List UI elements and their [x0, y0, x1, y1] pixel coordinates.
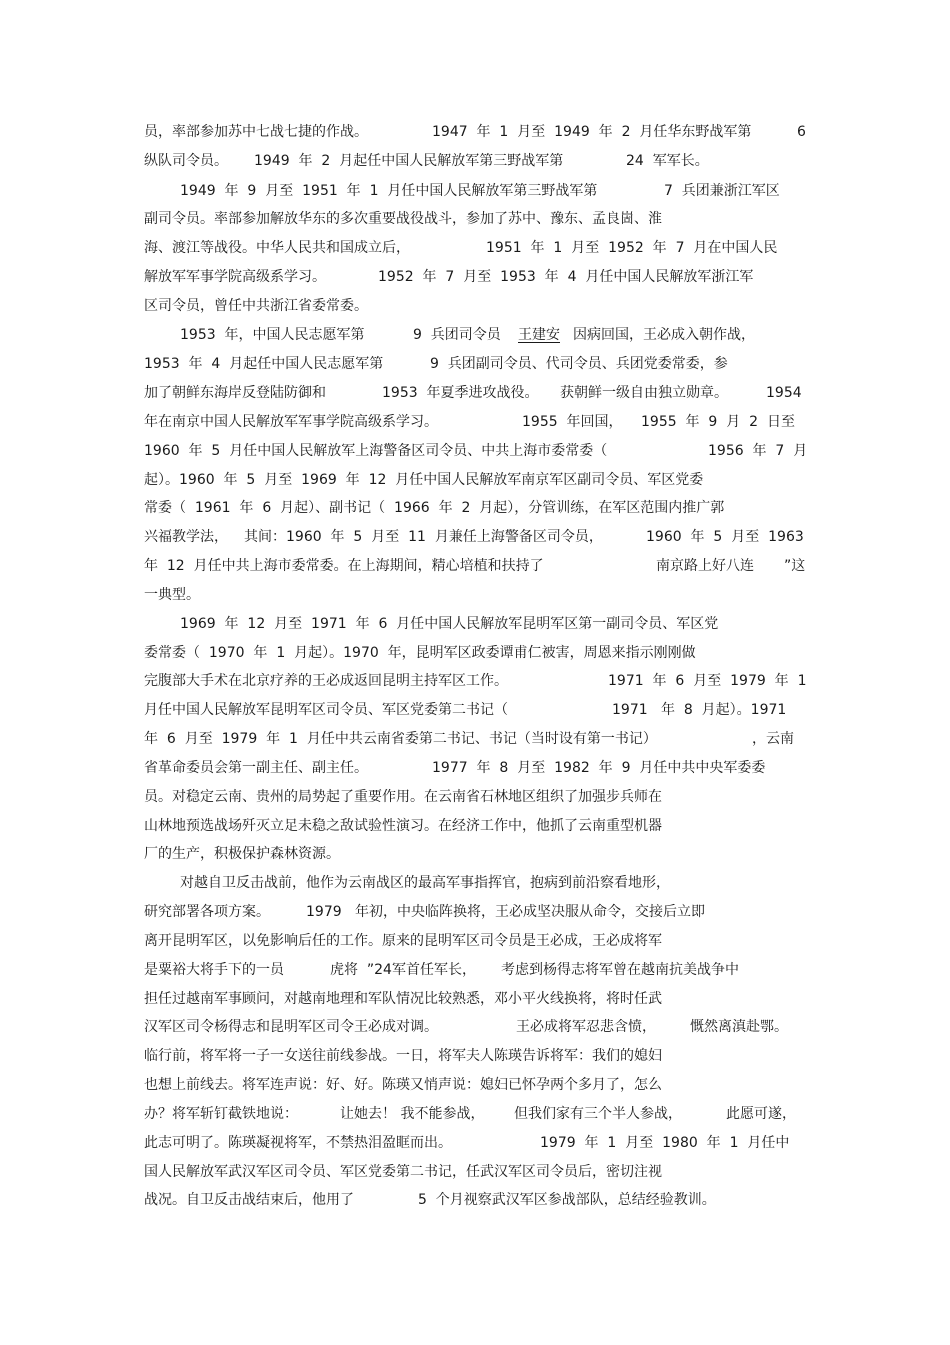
- text-segment: ，云南: [752, 731, 794, 747]
- text-segment: 担任过越南军事顾问，对越南地理和军队情况比较熟悉，邓小平火线换将，将时任武: [144, 991, 662, 1007]
- text-segment: 1979 年初，中央临阵换将，王必成坚决服从命令，交接后立即: [306, 904, 705, 920]
- text-line: [0, 237, 950, 259]
- text-segment: 员。对稳定云南、贵州的局势起了重要作用。在云南省石林地区组织了加强步兵师在: [144, 789, 662, 805]
- text-segment: 此志可明了。陈瑛凝视将军，不禁热泪盈眶而出。: [144, 1135, 452, 1151]
- text-segment: 1971 年 8 月起）。1971: [612, 702, 787, 718]
- text-segment: 1955 年 9 月 2 日至: [641, 414, 795, 430]
- text-segment: 离开昆明军区，以免影响后任的工作。原来的昆明军区司令员是王必成，王必成将军: [144, 933, 662, 949]
- text-line: [0, 757, 950, 779]
- text-segment: 1969 年 12 月至 1971 年 6 月任中国人民解放军昆明军区第一副司令员、军区党: [180, 616, 719, 632]
- text-line: [0, 208, 950, 230]
- text-line: [0, 815, 950, 837]
- text-line: [0, 324, 950, 346]
- text-segment: 24 军军长。: [626, 153, 709, 169]
- text-line: [0, 295, 950, 317]
- text-segment: 兴福教学法，: [144, 529, 228, 545]
- text-segment: 是粟裕大将手下的一员: [144, 962, 284, 978]
- text-line: [0, 440, 950, 462]
- text-line: [0, 699, 950, 721]
- text-line: [0, 959, 950, 981]
- text-segment: 1951 年 1 月至 1952 年 7 月在中国人民: [486, 240, 778, 256]
- text-segment: 加了朝鲜东海岸反登陆防御和: [144, 385, 326, 401]
- text-line: [0, 469, 950, 491]
- text-line: [0, 1189, 950, 1211]
- text-segment: 1979 年 1 月至 1980 年 1 月任中: [540, 1135, 790, 1151]
- text-segment: 9 兵团司令员: [413, 327, 501, 343]
- text-line: [0, 786, 950, 808]
- text-segment: 厂的生产，积极保护森林资源。: [144, 846, 340, 862]
- text-line: [0, 555, 950, 577]
- text-segment: 南京路上好八连: [656, 558, 754, 574]
- text-segment: 办？将军斩钉截铁地说：: [144, 1106, 298, 1122]
- text-line: [0, 411, 950, 433]
- text-line: [0, 872, 950, 894]
- text-line: [0, 642, 950, 664]
- text-segment: 员，率部参加苏中七战七捷的作战。: [144, 124, 368, 140]
- text-segment: 1960 年 5 月至 1963: [646, 529, 804, 545]
- text-segment: 年在南京中国人民解放军军事学院高级系学习。: [144, 414, 438, 430]
- text-segment: 完腹部大手术在北京疗养的王必成返回昆明主持军区工作。: [144, 673, 508, 689]
- text-line: [0, 988, 950, 1010]
- text-segment: 解放军军事学院高级系学习。: [144, 269, 326, 285]
- text-segment: 1956 年 7 月: [708, 443, 808, 459]
- text-segment: 1953 年 4 月起任中国人民志愿军第: [144, 356, 384, 372]
- text-line: [0, 266, 950, 288]
- text-line: [0, 1103, 950, 1125]
- text-segment: 对越自卫反击战前，他作为云南战区的最高军事指挥官，抱病到前沿察看地形，: [180, 875, 670, 891]
- text-segment: 临行前，将军将一子一女送往前线参战。一日，将军夫人陈瑛告诉将军：我们的媳妇: [144, 1048, 662, 1064]
- text-segment: 1952 年 7 月至 1953 年 4 月任中国人民解放军浙江军: [378, 269, 754, 285]
- text-line: [0, 1045, 950, 1067]
- text-line: [0, 150, 950, 172]
- text-line: [0, 728, 950, 750]
- text-segment: 王必成将军忍悲含愤，: [516, 1019, 656, 1035]
- text-segment: 因病回国，王必成入朝作战，: [573, 327, 755, 343]
- text-segment: 5 个月视察武汉军区参战部队，总结经验教训。: [418, 1192, 716, 1208]
- text-line: [0, 497, 950, 519]
- text-segment: 汉军区司令杨得志和昆明军区司令王必成对调。: [144, 1019, 438, 1035]
- underlined-name: 王建安: [518, 327, 560, 343]
- text-segment: 海、渡江等战役。中华人民共和国成立后，: [144, 240, 410, 256]
- text-segment: 1960 年 5 月任中国人民解放军上海警备区司令员、中共上海市委常委（: [144, 443, 608, 459]
- text-line: [0, 382, 950, 404]
- text-segment: 1949 年 9 月至 1951 年 1 月任中国人民解放军第三野战军第: [180, 183, 598, 199]
- text-segment: 山林地预选战场歼灭立足未稳之敌试验性演习。在经济工作中，他抓了云南重型机器: [144, 818, 662, 834]
- text-segment: 委常委（ 1970 年 1 月起）。1970 年，昆明军区政委谭甫仁被害，周恩来指示刚刚做: [144, 645, 696, 661]
- text-segment: ”这: [784, 558, 806, 574]
- text-segment: 国人民解放军武汉军区司令员、军区党委第二书记，任武汉军区司令员后，密切注视: [144, 1164, 662, 1180]
- text-segment: 起）。1960 年 5 月至 1969 年 12 月任中国人民解放军南京军区副司令员、军区党委: [144, 472, 704, 488]
- text-line: [0, 930, 950, 952]
- text-segment: 慨然离滇赴鄂。: [690, 1019, 788, 1035]
- text-segment: 年 12 月任中共上海市委常委。在上海期间，精心培植和扶持了: [144, 558, 544, 574]
- text-segment: 让她去！ 我不能参战，: [340, 1106, 485, 1122]
- text-line: [0, 121, 950, 143]
- text-line: [0, 584, 950, 606]
- text-segment: 也想上前线去。将军连声说：好、好。陈瑛又悄声说：媳妇已怀孕两个多月了，怎么: [144, 1077, 662, 1093]
- text-segment: 1953 年夏季进攻战役。: [382, 385, 539, 401]
- text-segment: 考虑到杨得志将军曾在越南抗美战争中: [501, 962, 739, 978]
- text-segment: 省革命委员会第一副主任、副主任。: [144, 760, 368, 776]
- text-segment: 但我们家有三个半人参战，: [514, 1106, 682, 1122]
- text-segment: 月任中国人民解放军昆明军区司令员、军区党委第二书记（: [144, 702, 508, 718]
- text-line: [0, 843, 950, 865]
- text-segment: 7 兵团兼浙江军区: [664, 183, 780, 199]
- text-line: [0, 901, 950, 923]
- text-segment: 副司令员。率部参加解放华东的多次重要战役战斗，参加了苏中、豫东、孟良崮、淮: [144, 211, 662, 227]
- text-segment: 纵队司令员。: [144, 153, 228, 169]
- text-line: [0, 353, 950, 375]
- text-line: [0, 613, 950, 635]
- text-segment: 1949 年 2 月起任中国人民解放军第三野战军第: [254, 153, 564, 169]
- text-segment: 其间：1960 年 5 月至 11 月兼任上海警备区司令员，: [244, 529, 603, 545]
- text-segment: 1955 年回国，: [522, 414, 623, 430]
- text-segment: 虎将 ”24军首任军长，: [330, 962, 476, 978]
- text-line: [0, 1132, 950, 1154]
- text-segment: 此愿可遂，: [726, 1106, 796, 1122]
- text-segment: 获朝鲜一级自由独立勋章。: [560, 385, 728, 401]
- text-segment: 1953 年，中国人民志愿军第: [180, 327, 365, 343]
- text-line: [0, 670, 950, 692]
- text-line: [0, 1016, 950, 1038]
- text-line: [0, 526, 950, 548]
- text-segment: 一典型。: [144, 587, 200, 603]
- text-segment: 研究部署各项方案。: [144, 904, 270, 920]
- text-segment: 常委（ 1961 年 6 月起）、副书记（ 1966 年 2 月起），分管训练，在军区范围内推广郭: [144, 500, 725, 516]
- text-segment: 6: [797, 124, 806, 140]
- text-segment: 区司令员，曾任中共浙江省委常委。: [144, 298, 368, 314]
- text-segment: 年 6 月至 1979 年 1 月任中共云南省委第二书记、书记（当时设有第一书记）: [144, 731, 657, 747]
- text-segment: 1971 年 6 月至 1979 年 1: [608, 673, 807, 689]
- text-segment: 9 兵团副司令员、代司令员、兵团党委常委，参: [430, 356, 728, 372]
- text-segment: 1947 年 1 月至 1949 年 2 月任华东野战军第: [432, 124, 752, 140]
- text-line: [0, 180, 950, 202]
- text-segment: 1977 年 8 月至 1982 年 9 月任中共中央军委委: [432, 760, 766, 776]
- text-line: [0, 1074, 950, 1096]
- text-line: [0, 1161, 950, 1183]
- text-segment: 1954: [766, 385, 802, 401]
- text-segment: 战况。自卫反击战结束后，他用了: [144, 1192, 354, 1208]
